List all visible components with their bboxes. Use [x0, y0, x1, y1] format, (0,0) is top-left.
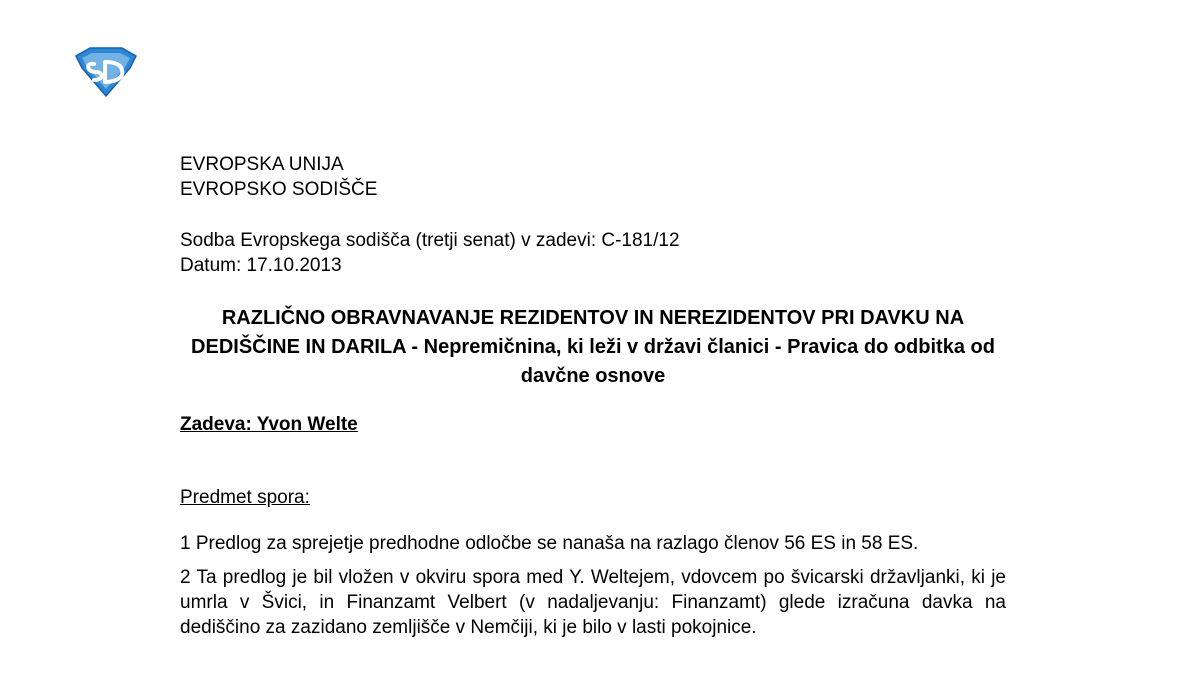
court-block — [180, 152, 1006, 202]
sd-shield-icon — [72, 46, 140, 98]
court-union: EVROPSKA UNIJA — [180, 154, 344, 175]
sd-logo — [72, 46, 140, 98]
paragraph-2: 2 Ta predlog je bil vložen v okviru spora med Y. Weltejem, vdovcem po švicarski državljanki, ki je umrla v Švici, in Finanzamt Velbert (v nadaljevanju: Finanzamt) glede izračuna davka na dediščino za zazidano zemljišče v Nemčiji, ki je bilo v lasti pokojnice. — [180, 567, 1006, 638]
case-date: Datum: 17.10.2013 — [180, 255, 342, 276]
paragraph-1: 1 Predlog za sprejetje predhodne odločbe se nanaša na razlago členov 56 ES in 58 ES. — [180, 533, 919, 554]
subject-heading: Predmet spora: — [180, 487, 310, 508]
case-party: Zadeva: Yvon Welte — [180, 414, 358, 435]
document-heading: RAZLIČNO OBRAVNAVANJE REZIDENTOV IN NEREZIDENTOV PRI DAVKU NA DEDIŠČINE IN DARILA - Nepremičnina, ki leži v državi članici - Pravica do odbitka od davčne osnove — [191, 307, 995, 387]
court-name: EVROPSKO SODIŠČE — [180, 179, 378, 200]
case-judgment: Sodba Evropskega sodišča (tretji senat) v zadevi: C-181/12 — [180, 230, 680, 251]
case-block — [180, 228, 1006, 278]
document-body — [180, 152, 1006, 640]
